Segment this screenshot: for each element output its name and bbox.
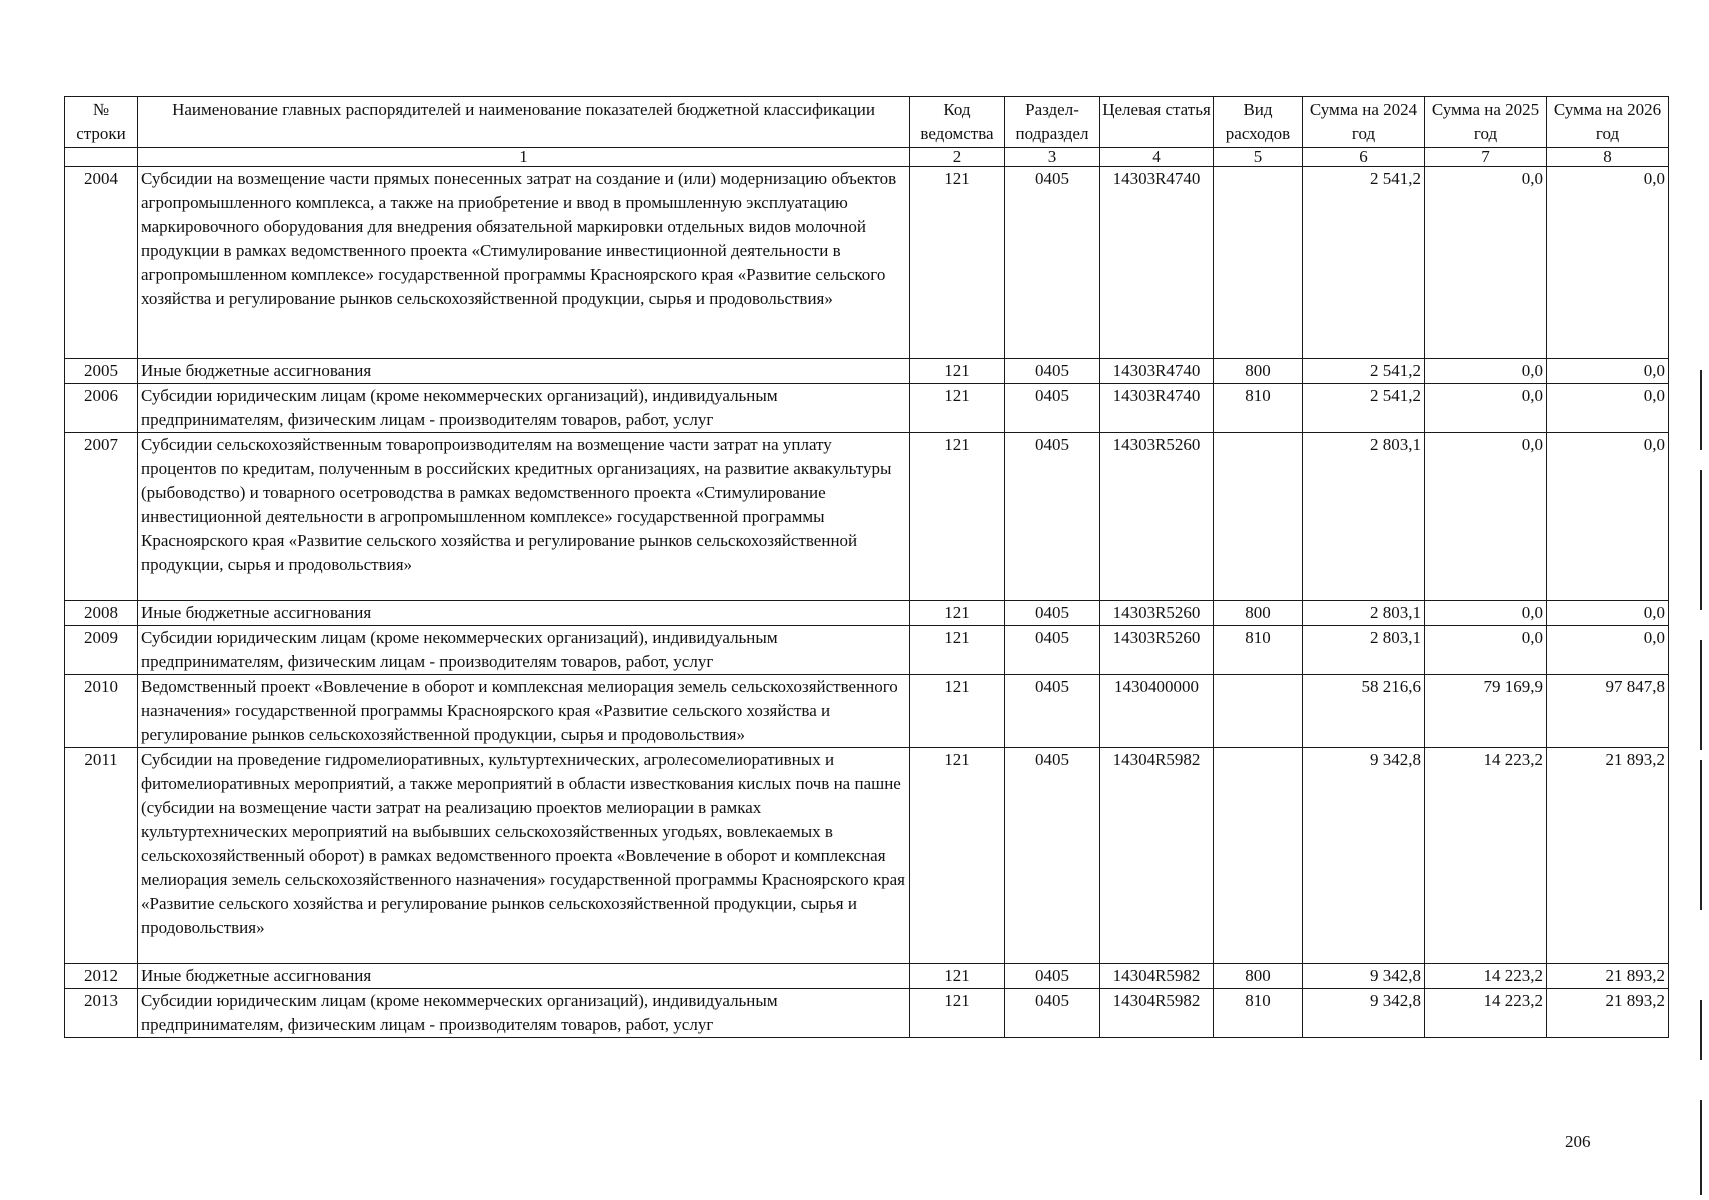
table-row (65, 384, 1669, 433)
row-name: Иные бюджетные ассигнования (138, 359, 910, 384)
sum-2026: 0,0 (1547, 601, 1669, 626)
table-row (65, 626, 1669, 675)
row-number: 2012 (65, 964, 138, 989)
column-number: 6 (1303, 148, 1425, 167)
table-row (65, 748, 1669, 964)
department-code: 121 (910, 167, 1005, 359)
budget-table (64, 96, 1669, 1038)
sum-2025: 0,0 (1425, 626, 1547, 675)
row-name: Ведомственный проект «Вовлечение в оборот и комплексная мелиорация земель сельскохозяйственного назначения» государственной программы Красноярского края «Развитие сельского хозяйства и регулирование рынков сельскохозяйственной продукции, сырья и продовольствия» (138, 675, 910, 748)
row-number: 2011 (65, 748, 138, 964)
sum-2024: 2 803,1 (1303, 626, 1425, 675)
row-name: Субсидии юридическим лицам (кроме некоммерческих организаций), индивидуальным предпринимателям, физическим лицам - производителям товаров, работ, услуг (138, 626, 910, 675)
header-target-article: Целевая статья (1100, 97, 1214, 148)
sum-2024: 2 541,2 (1303, 359, 1425, 384)
sum-2025: 0,0 (1425, 384, 1547, 433)
target-article: 14303R5260 (1100, 433, 1214, 601)
table-row (65, 359, 1669, 384)
sum-2026: 21 893,2 (1547, 964, 1669, 989)
sum-2026: 0,0 (1547, 626, 1669, 675)
target-article: 14304R5982 (1100, 748, 1214, 964)
row-number: 2010 (65, 675, 138, 748)
row-number: 2009 (65, 626, 138, 675)
sum-2024: 9 342,8 (1303, 964, 1425, 989)
row-name: Субсидии на проведение гидромелиоративных, культуртехнических, агролесомелиоративных и фитомелиоративных мероприятий, а также мероприятий в области известкования кислых почв на пашне (субсидии на возмещение части затрат на реализацию проектов мелиорации в рамках культуртехнических мероприятий на выбывших сельскохозяйственных угодьях, вовлекаемых в сельскохозяйственный оборот) в рамках ведомственного проекта «Вовлечение в оборот и комплексная мелиорация земель сельскохозяйственного назначения» государственной программы Красноярского края «Развитие сельского хозяйства и регулирование рынков сельскохозяйственной продукции, сырья и продовольствия» (138, 748, 910, 964)
target-article: 14304R5982 (1100, 964, 1214, 989)
sum-2025: 79 169,9 (1425, 675, 1547, 748)
expense-type (1214, 748, 1303, 964)
department-code: 121 (910, 626, 1005, 675)
section-code: 0405 (1005, 964, 1100, 989)
column-number: 3 (1005, 148, 1100, 167)
target-article: 14303R5260 (1100, 626, 1214, 675)
expense-type: 800 (1214, 359, 1303, 384)
row-number: 2006 (65, 384, 138, 433)
section-code: 0405 (1005, 359, 1100, 384)
department-code: 121 (910, 359, 1005, 384)
table-row (65, 675, 1669, 748)
sum-2025: 0,0 (1425, 359, 1547, 384)
table-row (65, 433, 1669, 601)
sum-2025: 0,0 (1425, 433, 1547, 601)
department-code: 121 (910, 964, 1005, 989)
column-number: 4 (1100, 148, 1214, 167)
column-number: 2 (910, 148, 1005, 167)
row-name: Субсидии сельскохозяйственным товаропроизводителям на возмещение части затрат на уплату процентов по кредитам, полученным в российских кредитных организациях, на развитие аквакультуры (рыбоводство) и товарного осетроводства в рамках ведомственного проекта «Стимулирование инвестиционной деятельности в агропромышленном комплексе» государственной программы Красноярского края «Развитие сельского хозяйства и регулирование рынков сельскохозяйственной продукции, сырья и продовольствия» (138, 433, 910, 601)
sum-2026: 97 847,8 (1547, 675, 1669, 748)
header-department-code: Код ведомства (910, 97, 1005, 148)
sum-2026: 0,0 (1547, 433, 1669, 601)
sum-2026: 0,0 (1547, 384, 1669, 433)
section-code: 0405 (1005, 433, 1100, 601)
table-row (65, 601, 1669, 626)
expense-type: 800 (1214, 964, 1303, 989)
column-number: 5 (1214, 148, 1303, 167)
column-number: 7 (1425, 148, 1547, 167)
row-name: Иные бюджетные ассигнования (138, 964, 910, 989)
sum-2025: 14 223,2 (1425, 748, 1547, 964)
sum-2025: 0,0 (1425, 167, 1547, 359)
table-row (65, 167, 1669, 359)
header-expense-type: Вид расходов (1214, 97, 1303, 148)
sum-2025: 14 223,2 (1425, 989, 1547, 1038)
scan-mark (1700, 470, 1702, 610)
expense-type (1214, 433, 1303, 601)
expense-type: 810 (1214, 626, 1303, 675)
header-name: Наименование главных распорядителей и наименование показателей бюджетной классификации (138, 97, 910, 148)
expense-type: 810 (1214, 384, 1303, 433)
department-code: 121 (910, 989, 1005, 1038)
table-row (65, 989, 1669, 1038)
page-number: 206 (1565, 1132, 1591, 1151)
sum-2024: 2 803,1 (1303, 433, 1425, 601)
expense-type: 800 (1214, 601, 1303, 626)
sum-2024: 2 541,2 (1303, 384, 1425, 433)
section-code: 0405 (1005, 167, 1100, 359)
sum-2025: 0,0 (1425, 601, 1547, 626)
sum-2024: 9 342,8 (1303, 989, 1425, 1038)
scan-mark (1700, 1100, 1702, 1195)
row-name: Субсидии юридическим лицам (кроме некоммерческих организаций), индивидуальным предпринимателям, физическим лицам - производителям товаров, работ, услуг (138, 384, 910, 433)
section-code: 0405 (1005, 675, 1100, 748)
expense-type: 810 (1214, 989, 1303, 1038)
scan-mark (1700, 1000, 1702, 1060)
column-numbers-row (65, 148, 1669, 167)
row-name: Субсидии юридическим лицам (кроме некоммерческих организаций), индивидуальным предпринимателям, физическим лицам - производителям товаров, работ, услуг (138, 989, 910, 1038)
header-sum-2024: Сумма на 2024 год (1303, 97, 1425, 148)
target-article: 1430400000 (1100, 675, 1214, 748)
header-section: Раздел-подраздел (1005, 97, 1100, 148)
column-number: 1 (138, 148, 910, 167)
header-sum-2026: Сумма на 2026 год (1547, 97, 1669, 148)
row-number: 2005 (65, 359, 138, 384)
sum-2026: 0,0 (1547, 359, 1669, 384)
department-code: 121 (910, 675, 1005, 748)
target-article: 14303R4740 (1100, 359, 1214, 384)
sum-2026: 0,0 (1547, 167, 1669, 359)
sum-2024: 58 216,6 (1303, 675, 1425, 748)
header-sum-2025: Сумма на 2025 год (1425, 97, 1547, 148)
target-article: 14303R5260 (1100, 601, 1214, 626)
target-article: 14303R4740 (1100, 167, 1214, 359)
table-row (65, 964, 1669, 989)
scan-mark (1700, 370, 1702, 450)
department-code: 121 (910, 601, 1005, 626)
sum-2024: 9 342,8 (1303, 748, 1425, 964)
department-code: 121 (910, 748, 1005, 964)
row-number: 2004 (65, 167, 138, 359)
row-number: 2007 (65, 433, 138, 601)
department-code: 121 (910, 433, 1005, 601)
section-code: 0405 (1005, 601, 1100, 626)
row-number: 2013 (65, 989, 138, 1038)
section-code: 0405 (1005, 384, 1100, 433)
expense-type (1214, 167, 1303, 359)
expense-type (1214, 675, 1303, 748)
row-name: Иные бюджетные ассигнования (138, 601, 910, 626)
table-body (65, 167, 1669, 1038)
table-header-row (65, 97, 1669, 148)
target-article: 14303R4740 (1100, 384, 1214, 433)
target-article: 14304R5982 (1100, 989, 1214, 1038)
sum-2025: 14 223,2 (1425, 964, 1547, 989)
section-code: 0405 (1005, 989, 1100, 1038)
row-name: Субсидии на возмещение части прямых понесенных затрат на создание и (или) модернизацию объектов агропромышленного комплекса, а также на приобретение и ввод в промышленную эксплуатацию маркировочного оборудования для внедрения обязательной маркировки отдельных видов молочной продукции в рамках ведомственного проекта «Стимулирование инвестиционной деятельности в агропромышленном комплексе» государственной программы Красноярского края «Развитие сельского хозяйства и регулирование рынков сельскохозяйственной продукции, сырья и продовольствия» (138, 167, 910, 359)
column-number (65, 148, 138, 167)
section-code: 0405 (1005, 748, 1100, 964)
sum-2026: 21 893,2 (1547, 748, 1669, 964)
scan-mark (1700, 640, 1702, 750)
column-number: 8 (1547, 148, 1669, 167)
sum-2024: 2 803,1 (1303, 601, 1425, 626)
header-row-number: № строки (65, 97, 138, 148)
section-code: 0405 (1005, 626, 1100, 675)
department-code: 121 (910, 384, 1005, 433)
sum-2026: 21 893,2 (1547, 989, 1669, 1038)
row-number: 2008 (65, 601, 138, 626)
scan-mark (1700, 760, 1702, 910)
sum-2024: 2 541,2 (1303, 167, 1425, 359)
